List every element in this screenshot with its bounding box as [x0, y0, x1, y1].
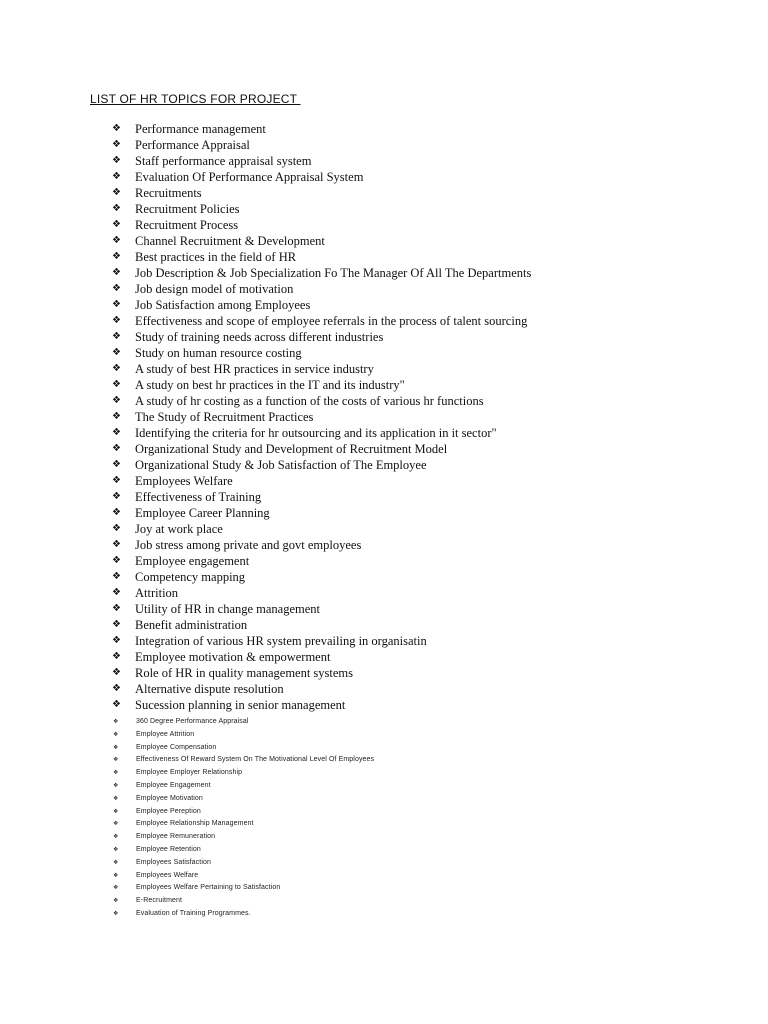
list-item [112, 585, 531, 601]
topic-text: Employees Welfare [135, 474, 233, 488]
list-item [113, 780, 374, 793]
topic-text: Attrition [135, 586, 179, 600]
diamond-bullet-icon: ❖ [113, 730, 119, 738]
topic-text: Employee Pereption [136, 807, 201, 815]
topic-text: Employee motivation & empowerment [135, 650, 331, 664]
list-item [112, 409, 531, 425]
list-item [112, 297, 531, 313]
diamond-bullet-icon: ❖ [112, 283, 121, 294]
document-title: LIST OF HR TOPICS FOR PROJECT [90, 92, 301, 106]
list-item [112, 441, 531, 457]
diamond-bullet-icon: ❖ [112, 139, 121, 150]
diamond-bullet-icon: ❖ [113, 794, 119, 802]
topic-text: E-Recruitment [136, 897, 183, 905]
topic-text: Employee Relationship Management [136, 820, 254, 828]
diamond-bullet-icon: ❖ [112, 443, 121, 454]
list-item [113, 844, 374, 857]
list-item [112, 361, 531, 377]
list-item [112, 249, 531, 265]
topic-text: Performance management [135, 122, 266, 136]
list-item [113, 870, 374, 883]
topic-text: Integration of various HR system prevailing in organisatin [135, 634, 427, 648]
topic-text: Effectiveness of Training [135, 490, 262, 504]
diamond-bullet-icon: ❖ [112, 539, 121, 550]
diamond-bullet-icon: ❖ [113, 743, 119, 751]
list-item [112, 377, 531, 393]
list-item [112, 489, 531, 505]
diamond-bullet-icon: ❖ [112, 363, 121, 374]
topic-text: Alternative dispute resolution [135, 682, 284, 696]
diamond-bullet-icon: ❖ [113, 820, 119, 828]
diamond-bullet-icon: ❖ [112, 411, 121, 422]
topic-text: Role of HR in quality management systems [135, 666, 354, 680]
topic-text: Evaluation Of Performance Appraisal System [135, 170, 364, 184]
topic-text: Employee engagement [135, 554, 250, 568]
list-item [113, 793, 374, 806]
list-item [112, 569, 531, 585]
secondary-topic-list [113, 716, 374, 921]
list-item [112, 425, 531, 441]
topic-text: A study of hr costing as a function of the costs of various hr functions [135, 394, 484, 408]
topic-text: Employee Retention [136, 845, 201, 853]
topic-text: Competency mapping [135, 570, 246, 584]
diamond-bullet-icon: ❖ [112, 219, 121, 230]
topic-text: Channel Recruitment & Development [135, 234, 325, 248]
list-item [113, 767, 374, 780]
topic-text: 360 Degree Performance Appraisal [136, 718, 249, 725]
diamond-bullet-icon: ❖ [112, 347, 121, 358]
diamond-bullet-icon: ❖ [112, 651, 121, 662]
topic-text: Study on human resource costing [135, 346, 302, 360]
list-item [112, 473, 531, 489]
topic-text: Effectiveness Of Reward System On The Motivational Level Of Employees [136, 756, 375, 764]
list-item [112, 601, 531, 617]
diamond-bullet-icon: ❖ [112, 491, 121, 502]
topic-text: Employees Satisfaction [136, 858, 211, 866]
diamond-bullet-icon: ❖ [112, 155, 121, 166]
diamond-bullet-icon: ❖ [112, 395, 121, 406]
list-item [113, 742, 374, 755]
topic-text: Identifying the criteria for hr outsourcing and its application in it sector" [135, 426, 497, 440]
topic-text: Job design model of motivation [135, 282, 294, 296]
topic-text: Employee Attrition [136, 730, 195, 738]
diamond-bullet-icon: ❖ [113, 833, 119, 841]
list-item [112, 265, 531, 281]
topic-text: Organizational Study & Job Satisfaction of The Employee [135, 458, 427, 472]
diamond-bullet-icon: ❖ [113, 845, 119, 853]
diamond-bullet-icon: ❖ [112, 203, 121, 214]
list-item [112, 505, 531, 521]
list-item [112, 521, 531, 537]
list-item [112, 313, 531, 329]
topic-text: Study of training needs across different industries [135, 330, 384, 344]
diamond-bullet-icon: ❖ [112, 315, 121, 326]
topic-text: Benefit administration [135, 618, 248, 632]
diamond-bullet-icon: ❖ [112, 331, 121, 342]
list-item [112, 153, 531, 169]
topic-text: A study on best hr practices in the IT and its industry" [135, 378, 405, 392]
list-item [113, 831, 374, 844]
diamond-bullet-icon: ❖ [112, 267, 121, 278]
topic-text: Employee Employer Relationship [136, 769, 243, 777]
diamond-bullet-icon: ❖ [112, 587, 121, 598]
topic-text: Recruitment Policies [135, 202, 240, 216]
diamond-bullet-icon: ❖ [112, 427, 121, 438]
list-item [112, 633, 531, 649]
diamond-bullet-icon: ❖ [112, 171, 121, 182]
topic-text: Best practices in the field of HR [135, 250, 297, 264]
topic-text: Recruitment Process [135, 218, 239, 232]
list-item [112, 233, 531, 249]
list-item [113, 895, 374, 908]
list-item [112, 665, 531, 681]
diamond-bullet-icon: ❖ [112, 635, 121, 646]
topic-text: Employees Welfare Pertaining to Satisfaction [136, 884, 281, 892]
diamond-bullet-icon: ❖ [112, 619, 121, 630]
list-item [113, 882, 374, 895]
topic-text: Job Satisfaction among Employees [135, 298, 311, 312]
diamond-bullet-icon: ❖ [112, 459, 121, 470]
list-item [113, 908, 374, 921]
topic-text: Employee Engagement [136, 781, 211, 789]
list-item [112, 617, 531, 633]
list-item [112, 457, 531, 473]
diamond-bullet-icon: ❖ [113, 807, 119, 815]
list-item [112, 697, 531, 713]
diamond-bullet-icon: ❖ [112, 379, 121, 390]
diamond-bullet-icon: ❖ [113, 871, 119, 879]
list-item [113, 729, 374, 742]
list-item [112, 137, 531, 153]
topic-text: Sucession planning in senior management [135, 698, 346, 712]
topic-text: Job Description & Job Specialization Fo The Manager Of All The Departments [135, 266, 532, 280]
topic-text: Staff performance appraisal system [135, 154, 312, 168]
list-item [112, 329, 531, 345]
list-item [112, 345, 531, 361]
diamond-bullet-icon: ❖ [112, 523, 121, 534]
topic-text: Joy at work place [135, 522, 223, 536]
diamond-bullet-icon: ❖ [113, 858, 119, 866]
topic-text: Evaluation of Training Programmes. [136, 909, 251, 917]
list-item [112, 681, 531, 697]
diamond-bullet-icon: ❖ [112, 251, 121, 262]
topic-text: Employees Welfare [136, 871, 199, 879]
diamond-bullet-icon: ❖ [113, 909, 119, 917]
list-item [113, 857, 374, 870]
list-item [112, 169, 531, 185]
topic-text: Utility of HR in change management [135, 602, 321, 616]
list-item [112, 185, 531, 201]
diamond-bullet-icon: ❖ [112, 235, 121, 246]
list-item [112, 393, 531, 409]
list-item [113, 806, 374, 819]
diamond-bullet-icon: ❖ [113, 897, 119, 905]
list-item [112, 537, 531, 553]
topic-text: Employee Career Planning [135, 506, 270, 520]
diamond-bullet-icon: ❖ [113, 781, 119, 789]
diamond-bullet-icon: ❖ [113, 718, 119, 725]
list-item [112, 121, 531, 137]
diamond-bullet-icon: ❖ [113, 769, 119, 777]
topic-text: Recruitments [135, 186, 202, 200]
list-item [112, 281, 531, 297]
list-item [113, 716, 374, 729]
list-item [112, 649, 531, 665]
primary-topic-list [112, 121, 531, 713]
list-item [113, 818, 374, 831]
topic-text: Performance Appraisal [135, 138, 250, 152]
topic-text: The Study of Recruitment Practices [135, 410, 314, 424]
list-item [113, 754, 374, 767]
diamond-bullet-icon: ❖ [112, 299, 121, 310]
diamond-bullet-icon: ❖ [113, 884, 119, 892]
topic-text: Employee Remuneration [136, 833, 216, 841]
topic-text: Effectiveness and scope of employee referrals in the process of talent sourcing [135, 314, 528, 328]
diamond-bullet-icon: ❖ [112, 555, 121, 566]
diamond-bullet-icon: ❖ [112, 475, 121, 486]
topic-text: Organizational Study and Development of Recruitment Model [135, 442, 448, 456]
diamond-bullet-icon: ❖ [112, 507, 121, 518]
diamond-bullet-icon: ❖ [113, 756, 119, 764]
diamond-bullet-icon: ❖ [112, 603, 121, 614]
diamond-bullet-icon: ❖ [112, 123, 121, 134]
topic-text: Employee Compensation [136, 743, 217, 751]
diamond-bullet-icon: ❖ [112, 699, 121, 710]
list-item [112, 201, 531, 217]
diamond-bullet-icon: ❖ [112, 683, 121, 694]
list-item [112, 553, 531, 569]
list-item [112, 217, 531, 233]
diamond-bullet-icon: ❖ [112, 187, 121, 198]
topic-text: Job stress among private and govt employees [135, 538, 362, 552]
topic-text: A study of best HR practices in service industry [135, 362, 374, 376]
topic-text: Employee Motivation [136, 794, 203, 802]
diamond-bullet-icon: ❖ [112, 571, 121, 582]
diamond-bullet-icon: ❖ [112, 667, 121, 678]
